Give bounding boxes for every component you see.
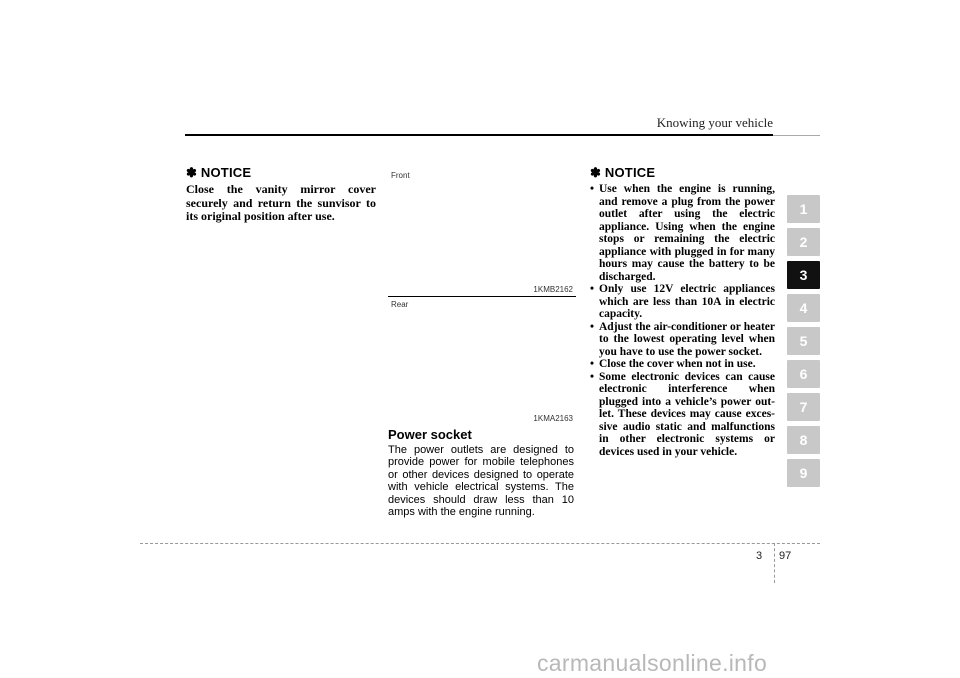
left-notice-body: Close the vanity mirror cover securely and return the sunvisor to its original position after use. [186,182,376,223]
footer-divider [774,543,775,583]
chapter-tab-8[interactable]: 8 [787,426,820,454]
chapter-tab-5[interactable]: 5 [787,327,820,355]
notice-item: • Close the cover when not in use. [590,358,775,371]
front-image-code: 1KMB2162 [533,285,573,294]
header-rule [185,134,773,136]
watermark: carmanualsonline.info [537,650,768,676]
header-rule-extension [773,135,820,136]
rear-image-label: Rear [391,300,409,309]
rear-image-code: 1KMA2163 [533,414,573,423]
chapter-tab-9[interactable]: 9 [787,459,820,487]
footer-chapter-number: 3 [756,550,763,562]
front-power-socket-image [388,168,576,297]
chapter-tab-4[interactable]: 4 [787,294,820,322]
notice-item: • Use when the engine is running, and remove a plug from the power outlet after using the electric appliance. Using when the engine stops or remaining the electric appliance with plugged in for many hours may cause the battery to be discharged. [590,183,775,283]
chapter-tab-7[interactable]: 7 [787,393,820,421]
notice-item: • Some electronic devices can cause electronic interference when plugged into a vehicle’s power out-let. These devices may cause exces-sive audio static and malfunctions in other electronic systems or devices used in your vehicle. [590,371,775,459]
front-image-label: Front [391,171,410,180]
chapter-tab-3[interactable]: 3 [787,261,820,289]
left-notice [186,165,376,224]
right-notice-list [590,183,775,458]
power-socket-heading: Power socket [388,427,472,442]
chapter-tab-1[interactable]: 1 [787,195,820,223]
rear-power-socket-image [388,297,576,425]
power-socket-body: The power outlets are designed to provide power for mobile telephones or other devices designed to operate with vehicle electrical systems. The devices should draw less than 10 amps with the engine running. [388,444,574,519]
right-notice-heading: ✽ NOTICE [590,165,656,180]
right-notice [590,165,775,458]
footer-rule [140,543,820,544]
chapter-tab-6[interactable]: 6 [787,360,820,388]
footer-page-number: 97 [779,550,792,562]
notice-item: • Only use 12V electric appliances which are less than 10A in electric capacity. [590,283,775,321]
notice-item: • Adjust the air-conditioner or heater to the lowest operating level when you have to use the power socket. [590,321,775,359]
header-title: Knowing your vehicle [656,115,773,130]
left-notice-heading: ✽ NOTICE [186,165,252,180]
chapter-tab-2[interactable]: 2 [787,228,820,256]
